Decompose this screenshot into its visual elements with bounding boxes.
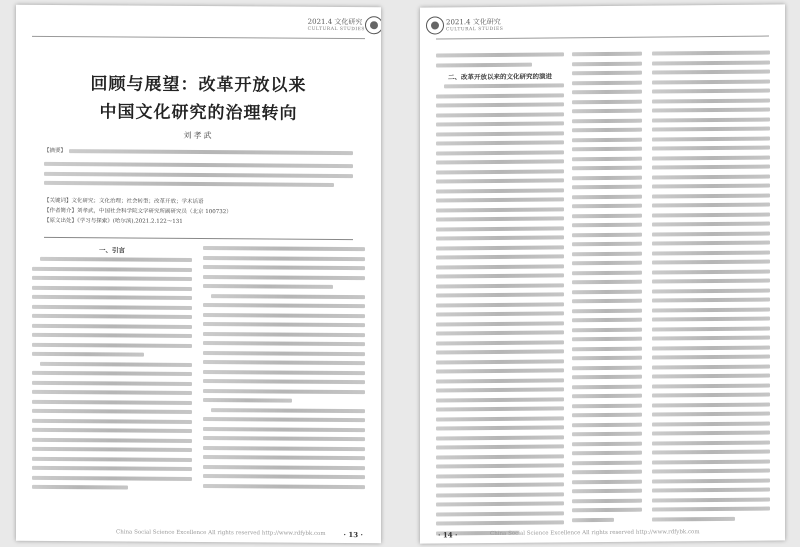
keywords: 文化研究；文化治理；社会转型；改革开放；学术话语 [71,198,204,206]
author-info-line [44,207,353,217]
right-column [203,246,365,494]
journal-logo-icon [365,16,381,34]
page-footer: China Social Science Excellence All rights reserved http://www.rdfybk.com [116,529,326,537]
keywords-label: 【关键词】 [44,197,72,205]
page-number: · 14 · [438,530,458,540]
header-journal: 2021.4 文化研究 [307,17,363,27]
source-line [44,217,353,227]
header-journal: 2021.4 文化研究 [446,17,501,27]
page-footer: China Social Science Excellence All rights reserved http://www.rdfybk.com [490,529,700,537]
header-english: CULTURAL STUDIES [446,26,504,33]
left-page [16,5,381,544]
author-info: 刘孝武，中国社会科学院文学研究所副研究员（北京 100732） [77,208,232,216]
header-english: CULTURAL STUDIES [307,26,365,33]
column-2 [572,52,642,528]
page-number: · 13 · [343,530,363,540]
left-column [32,245,192,496]
article-title-line-2: 中国文化研究的治理转向 [99,102,298,124]
abstract-separator [44,237,353,240]
column-1 [436,52,564,540]
keywords-line [44,197,353,207]
article-author: 刘孝武 [183,130,214,141]
page-header [308,17,365,37]
abstract [44,146,353,193]
article-title-line-1: 回顾与展望：改革开放以来 [90,74,307,96]
journal-logo-icon [426,16,444,34]
source: 《学习与探索》(哈尔滨),2021.2.122～131 [77,218,183,225]
source-label: 【原文出处】 [44,217,78,225]
right-page [420,4,785,543]
section-title: 二、改革开放以来的文化研究的演进 [448,72,552,82]
section-title: 一、引言 [99,246,125,255]
page-header [446,17,503,38]
column-3 [652,51,770,527]
author-info-label: 【作者简介】 [44,207,78,215]
abstract-label: 【摘要】 [44,147,67,155]
